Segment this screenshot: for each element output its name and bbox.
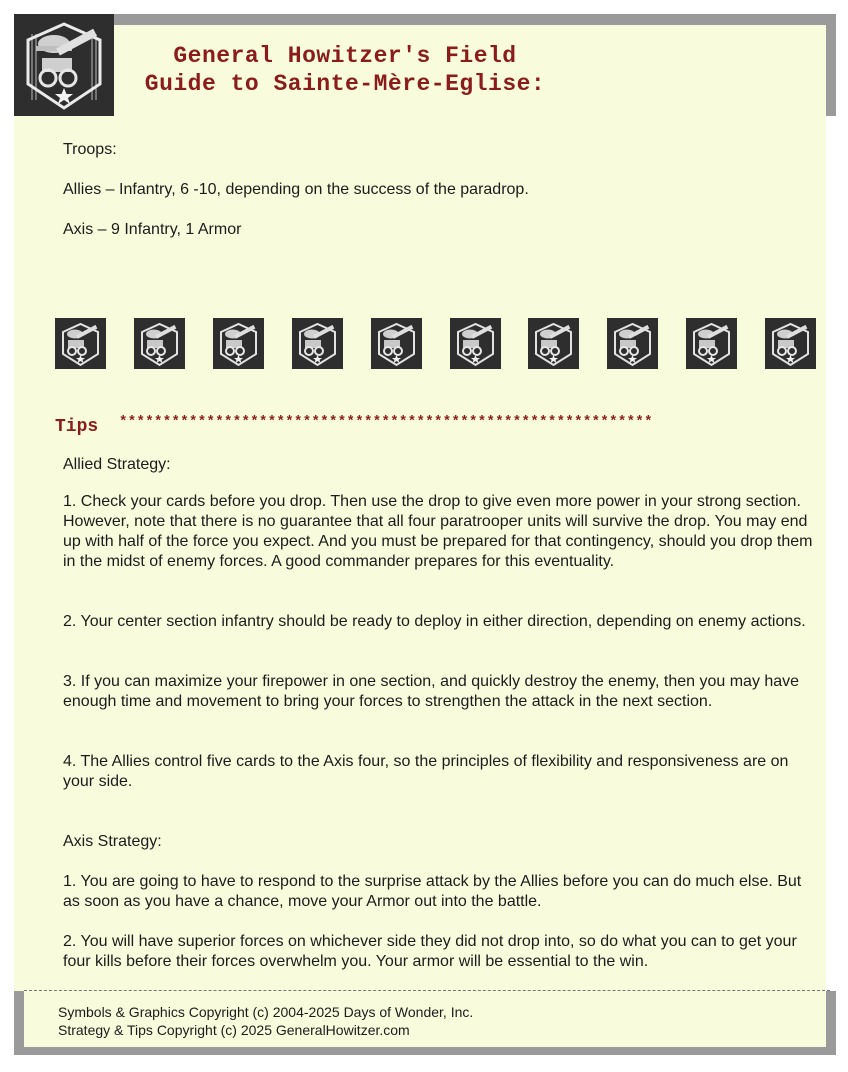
allied-tip-4: 4. The Allies control five cards to the Axis four, so the principles of flexibility and responsiveness are on your side. bbox=[63, 753, 789, 790]
footer-divider bbox=[24, 990, 830, 991]
troops-heading: Troops: bbox=[63, 141, 117, 158]
artillery-badge-icon bbox=[765, 318, 816, 369]
tips-stars: ************************************************************* bbox=[119, 414, 653, 430]
tips-banner bbox=[55, 414, 825, 438]
artillery-badge-icon bbox=[55, 318, 106, 369]
troops-allies: Allies – Infantry, 6 -10, depending on the success of the paradrop. bbox=[63, 181, 529, 198]
allied-tip-2: 2. Your center section infantry should be ready to deploy in either direction, depending on enemy actions. bbox=[63, 613, 806, 630]
footer-copyright-graphics: Symbols & Graphics Copyright (c) 2004-2025 Days of Wonder, Inc. bbox=[58, 1004, 474, 1020]
tips-label: Tips bbox=[55, 417, 99, 437]
page-title bbox=[110, 42, 580, 98]
footer-copyright-strategy: Strategy & Tips Copyright (c) 2025 GeneralHowitzer.com bbox=[58, 1022, 410, 1038]
footer-frame-left bbox=[14, 991, 24, 1047]
artillery-badge-icon bbox=[134, 318, 185, 369]
allied-strategy-heading: Allied Strategy: bbox=[63, 456, 171, 473]
footer-frame-right bbox=[826, 991, 836, 1047]
artillery-badge-icon bbox=[371, 318, 422, 369]
axis-strategy-heading: Axis Strategy: bbox=[63, 833, 162, 850]
title-line-2: Guide to Sainte-Mère-Eglise: bbox=[144, 71, 546, 97]
page-frame-top bbox=[14, 14, 836, 25]
allied-tip-3: 3. If you can maximize your firepower in one section, and quickly destroy the enemy, then you may have enough time and movement to bring your forces to strengthen the attack in the next section. bbox=[63, 673, 800, 710]
artillery-emblem-icon bbox=[14, 14, 114, 116]
axis-tip-1: 1. You are going to have to respond to the surprise attack by the Allies before you can do much else. But as soon as you have a chance, move your Armor out into the battle. bbox=[63, 873, 802, 910]
artillery-badge-icon bbox=[686, 318, 737, 369]
allied-tip-1: 1. Check your cards before you drop. Then use the drop to give even more power in your strong section. However, note that there is no guarantee that all four paratrooper units will survive the drop. You may end up with half of the force you expect. And you must be prepared for that contingency, should you drop them in the midst of enemy forces. A good commander prepares for this eventuality. bbox=[63, 493, 813, 570]
unit-icon-row bbox=[55, 318, 815, 370]
title-line-1: General Howitzer's Field bbox=[173, 43, 517, 69]
artillery-badge-icon bbox=[607, 318, 658, 369]
footer-frame-bottom bbox=[14, 1047, 836, 1055]
page-frame-right bbox=[826, 14, 836, 116]
artillery-badge-icon bbox=[292, 318, 343, 369]
artillery-badge-icon bbox=[213, 318, 264, 369]
axis-tip-2: 2. You will have superior forces on whichever side they did not drop into, so do what you can to get your four kills before their forces overwhelm you. Your armor will be essential to the win. bbox=[63, 933, 797, 970]
troops-axis: Axis – 9 Infantry, 1 Armor bbox=[63, 221, 242, 238]
artillery-badge-icon bbox=[528, 318, 579, 369]
artillery-badge-icon bbox=[450, 318, 501, 369]
